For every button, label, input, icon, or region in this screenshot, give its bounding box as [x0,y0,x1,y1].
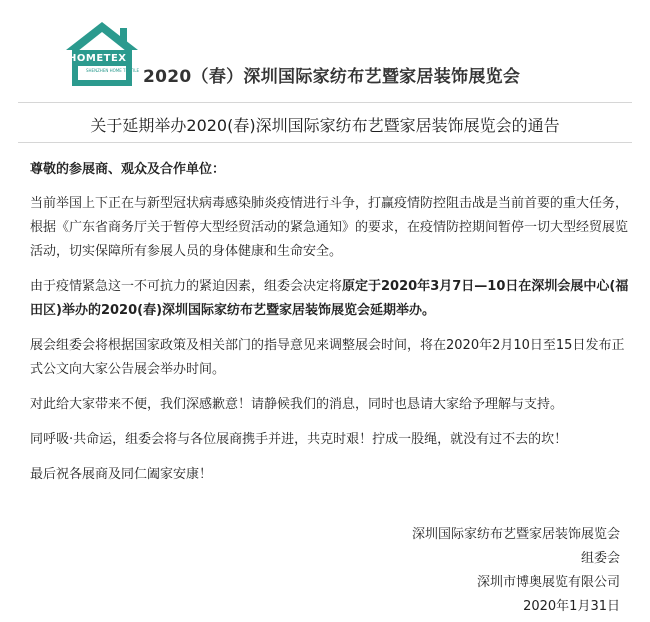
paragraph-5: 同呼吸·共命运，组委会将与各位展商携手并进，共克时艰！拧成一股绳，就没有过不去的坎！ [30,432,568,447]
logo-text: HOMETEX [68,53,127,64]
signature-org: 深圳国际家纺布艺暨家居装饰展览会 [411,527,620,542]
paragraph-4: 对此给大家带来不便，我们深感歉意！请静候我们的消息，同时也恳请大家给予理解与支持。 [30,397,564,412]
signature-committee: 组委会 [580,551,620,566]
notice-body [30,158,630,498]
paragraph-2-normal: 由于疫情紧急这一不可抗力的紧迫因素，组委会决定将 [30,279,343,294]
salutation: 尊敬的参展商、观众及合作单位： [30,162,226,177]
logo-subtext: SHENZHEN HOME TEXTILE [86,68,140,73]
paragraph-2-bold: 原定于2020年3月7日—10日在深圳会展中心(福田区)举办的2020(春)深圳国际家纺布艺暨家居装饰展览会延期举办。 [30,279,629,318]
paragraph-1: 当前举国上下正在与新型冠状病毒感染肺炎疫情进行斗争，打赢疫情防控阻击战是当前首要的重大任务，根据《广东省商务厅关于暂停大型经贸活动的紧急通知》的要求，在疫情防控期间暂停一切大型经贸展览活动，切实保障所有参展人员的身体健康和生命安全。 [30,196,629,259]
signature-block [412,523,620,619]
title-divider [18,142,632,143]
hometex-logo [64,20,140,90]
paragraph-3: 展会组委会将根据国家政策及相关部门的指导意见来调整展会时间，将在2020年2月10日至15日发布正式公文向大家公告展会举办时间。 [30,338,625,377]
page-header [0,0,650,100]
paragraph-6: 最后祝各展商及同仁阖家安康！ [30,467,213,482]
header-title: 2020（春）深圳国际家纺布艺暨家居装饰展览会 [143,67,521,87]
notice-title: 关于延期举办2020(春)深圳国际家纺布艺暨家居装饰展览会的通告 [90,116,560,135]
paragraph-2 [30,275,630,323]
header-divider [18,102,632,103]
signature-company: 深圳市博奥展览有限公司 [476,575,620,590]
signature-date: 2020年1月31日 [523,599,620,614]
